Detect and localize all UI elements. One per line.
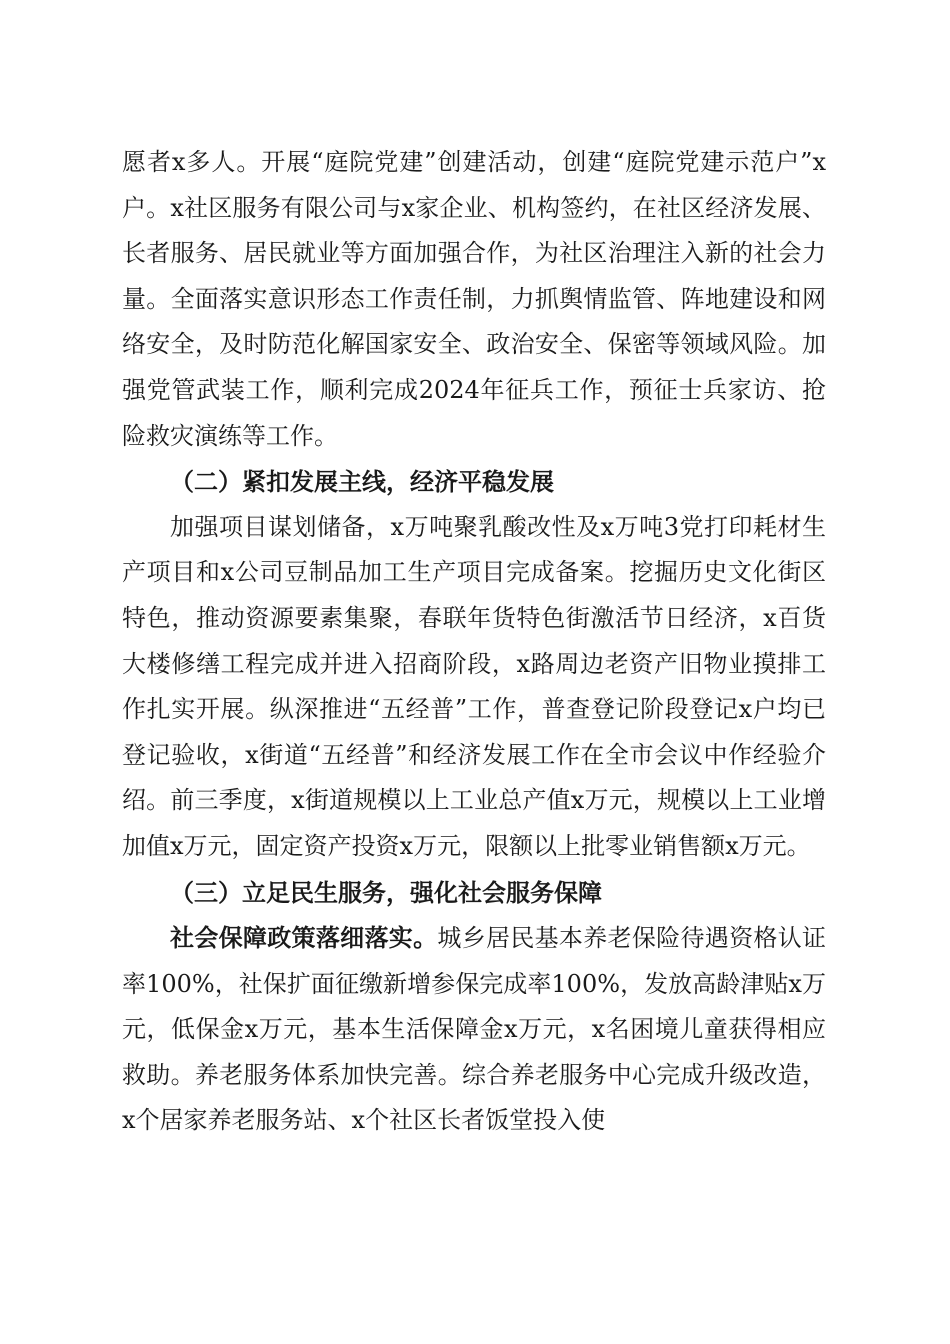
section-heading-livelihood: （三）立足民生服务，强化社会服务保障 [170,877,602,907]
document-body [122,140,826,1144]
paragraph-social-security [122,915,826,1144]
paragraph-party-building: 愿者x多人。开展“庭院党建”创建活动，创建“庭院党建示范户”x户。x社区服务有限公司与x家企业、机构签约，在社区经济发展、长者服务、居民就业等方面加强合作，为社区治理注入新的社会力量。全面落实意识形态工作责任制，力抓舆情监管、阵地建设和网络安全，及时防范化解国家安全、政治安全、保密等领域风险。加强党管武装工作，顺利完成2024年征兵工作，预征士兵家访、抢险救灾演练等工作。 [122,148,826,450]
paragraph-economy: 加强项目谋划储备，x万吨聚乳酸改性及x万吨3党打印耗材生产项目和x公司豆制品加工生产项目完成备案。挖掘历史文化街区特色，推动资源要素集聚，春联年货特色街激活节日经济，x百货大楼修缮工程完成并进入招商阶段，x路周边老资产旧物业摸排工作扎实开展。纵深推进“五经普”工作，普查登记阶段登记x户均已登记验收，x街道“五经普”和经济发展工作在全市会议中作经验介绍。前三季度，x街道规模以上工业总产值x万元，规模以上工业增加值x万元，固定资产投资x万元，限额以上批零业销售额x万元。 [122,512,826,860]
paragraph-lead-social-security: 社会保障政策落细落实。 [170,923,438,953]
section-heading-economy: （二）紧扣发展主线，经济平稳发展 [170,467,554,497]
paragraph-social-security-text: 城乡居民基本养老保险待遇资格认证率100%，社保扩面征缴新增参保完成率100%，发放高龄津贴x万元，低保金x万元，基本生活保障金x万元，x名困境儿童获得相应救助。养老服务体系加快完善。综合养老服务中心完成升级改造，x个居家养老服务站、x个社区长者饭堂投入使 [122,924,827,1135]
